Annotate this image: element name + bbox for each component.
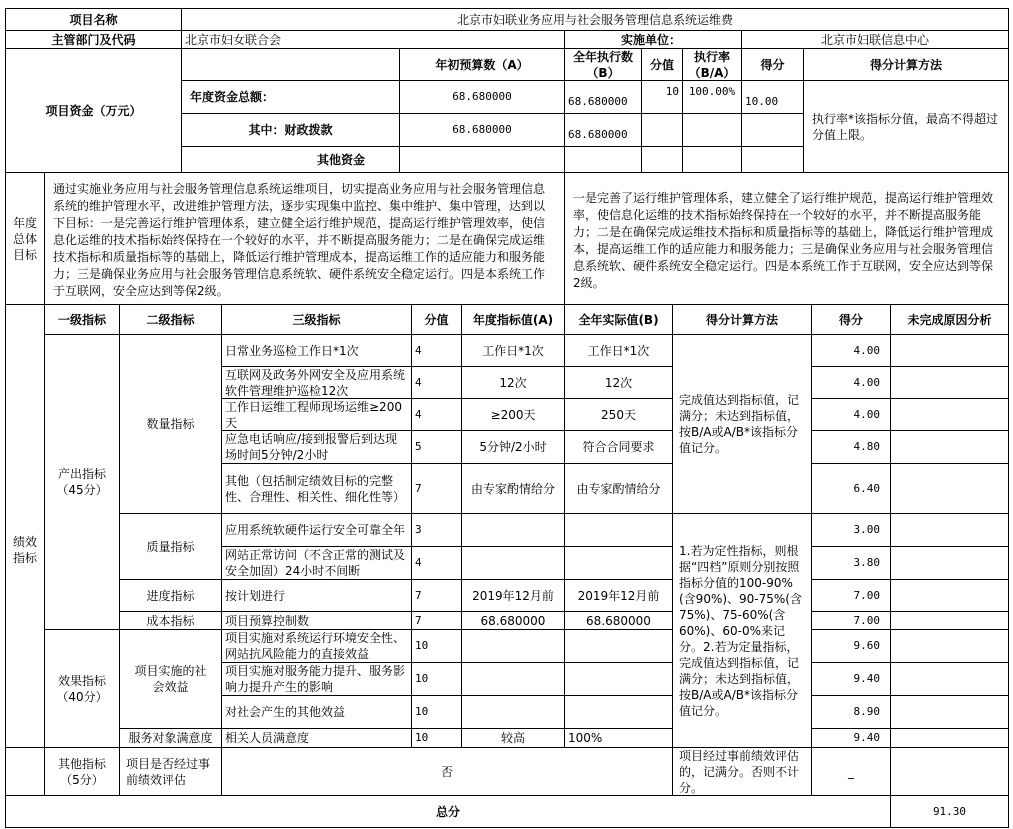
indicator-actual: 2019年12月前 [564,579,673,612]
total-label: 总分 [5,795,891,828]
dept-value: 北京市妇女联合会 [181,30,565,49]
funds-row-label: 年度资金总额： [181,80,400,114]
col-rate: 执行率（B/A） [682,48,742,81]
funds-row-weight [641,113,683,147]
indicator-weight: 4 [411,366,462,399]
indicator-weight: 5 [411,430,462,464]
funds-row-score [741,113,804,147]
goals-label: 年度总体目标 [5,172,45,305]
perf-col-weight: 分值 [411,304,462,335]
indicator-reason [890,728,1009,748]
indicator-l3: 按计划进行 [221,579,412,612]
indicator-reason [890,463,1009,514]
indicator-reason [890,546,1009,580]
method-pre-eval: 项目经过事前绩效评估的，记满分。否则不计分。 [672,747,812,796]
indicator-actual: 100% [564,728,673,748]
indicator-target [461,695,565,729]
indicator-score: 9.40 [811,662,891,696]
funds-row-executed [564,146,642,173]
indicator-l3: 项目预算控制数 [221,611,412,630]
col-weight: 分值 [641,48,683,81]
funds-row-rate [682,113,742,147]
subgroup-satisfaction: 服务对象满意度 [119,728,222,748]
perf-col-target: 年度指标值(A) [461,304,565,335]
indicator-score: 4.00 [811,366,891,399]
indicator-l3: 应急电话响应/接到报警后到达现场时间5分钟/2小时 [221,430,412,464]
funds-row-budget: 68.680000 [399,80,565,114]
indicator-target: 12次 [461,366,565,399]
indicator-weight: 10 [411,629,462,663]
subgroup-quality: 质量指标 [119,513,222,580]
indicator-reason [890,629,1009,663]
indicator-actual [564,662,673,696]
indicator-score: 9.40 [811,728,891,748]
funds-row-budget: 68.680000 [399,113,565,147]
indicator-weight: 4 [411,546,462,580]
indicator-score: 6.40 [811,463,891,514]
pre-eval-value: 否 [221,747,673,796]
impl-label: 实施单位： [564,30,742,49]
indicator-l3: 日常业务巡检工作日*1次 [221,334,412,367]
indicator-score: 9.60 [811,629,891,663]
method-general: 1.若为定性指标，则根据“四档”原则分别按照指标分值的100-90%(含90%)、90-75%(含75%)、75-60%(含60%)、60-0%来记分。2.若为定量指标，完成值达到指标值，记满分；未达到指标值，按B/A或A/B*该指标分值记分。 [672,513,812,748]
pre-eval-reason [890,747,1009,796]
indicator-target: 2019年12月前 [461,579,565,612]
perf-section-label: 绩效指标 [5,304,45,795]
funds-row-label: 其中：财政拨款 [181,113,400,147]
indicator-reason [890,398,1009,431]
indicator-target [461,662,565,696]
indicator-score: 4.80 [811,430,891,464]
indicator-reason [890,513,1009,547]
project-name-label: 项目名称 [5,8,182,31]
indicator-weight: 10 [411,662,462,696]
funds-method: 执行率*该指标分值，最高不得超过分值上限。 [803,80,1009,173]
indicator-actual: 符合合同要求 [564,430,673,464]
indicator-score: 3.80 [811,546,891,580]
indicator-weight: 10 [411,695,462,729]
impl-value: 北京市妇联信息中心 [741,30,1009,49]
indicator-l3: 项目实施对系统运行环境安全性、网站抗风险能力的直接效益 [221,629,412,663]
perf-col-l2: 二级指标 [119,304,222,335]
indicator-target: 68.680000 [461,611,565,630]
indicator-score: 4.00 [811,334,891,367]
goals-actual-text: 一是完善了运行维护管理体系，建立健全了运行维护规范，提高运行维护管理效率，使信息化运维的技术指标始终保持在一个较好的水平，并不断提高服务能力；二是在确保完成运维技术指标和质量指标等的基础上，降低运行维护管理成本，提高运维工作的适应能力和服务能力；三是确保业务应用与社会服务管理信息系统软、硬件系统安全稳定运行。四是本系统工作于互联网，安全应达到等保2级。 [564,172,1009,305]
funds-row-weight [641,146,683,173]
indicator-weight: 4 [411,398,462,431]
indicator-target: 5分钟/2小时 [461,430,565,464]
dept-label: 主管部门及代码 [5,30,182,49]
indicator-l3: 项目实施对服务能力提升、服务影响力提升产生的影响 [221,662,412,696]
indicator-actual: 工作日*1次 [564,334,673,367]
group-other: 其他指标（5分） [44,747,120,796]
indicator-actual: 68.680000 [564,611,673,630]
indicator-target [461,629,565,663]
indicator-actual: 12次 [564,366,673,399]
indicator-actual [564,513,673,547]
indicator-weight: 4 [411,334,462,367]
subgroup-progress: 进度指标 [119,579,222,612]
perf-col-actual: 全年实际值(B) [564,304,673,335]
indicator-score: 7.00 [811,611,891,630]
indicator-l3: 网站正常访问（不含正常的测试及安全加固）24小时不间断 [221,546,412,580]
perf-col-reason: 未完成原因分析 [890,304,1009,335]
indicator-target: ≥200天 [461,398,565,431]
subgroup-pre-eval: 项目是否经过事前绩效评估 [119,747,222,796]
goals-target-text: 通过实施业务应用与社会服务管理信息系统运维项目，切实提高业务应用与社会服务管理信息系统的维护管理水平，改进维护管理方法，逐步实现集中监控、集中维护、集中管理，达到以下目标：一是完善运行维护管理体系，建立健全运行维护规范，提高运行维护管理效率，使信息化运维的技术指标始终保持在一个较好的水平，并不断提高服务能力；二是在确保完成运维技术指标和质量指标等的基础上，降低运行维护管理成本，提高运维工作的适应能力和服务能力；三是确保业务应用与社会服务管理信息系统软、硬件系统安全稳定运行。四是本系统工作于互联网，安全应达到等保2级。 [44,172,565,305]
funds-row-weight: 10 [641,80,683,114]
funds-section-label: 项目资金（万元） [5,48,182,173]
funds-row-rate: 100.00% [682,80,742,114]
indicator-actual [564,629,673,663]
funds-row-label: 其他资金 [181,146,400,173]
indicator-reason [890,611,1009,630]
group-output: 产出指标（45分） [44,334,120,630]
col-method: 得分计算方法 [803,48,1009,81]
indicator-target: 由专家酌情给分 [461,463,565,514]
perf-col-l1: 一级指标 [44,304,120,335]
indicator-target [461,546,565,580]
subgroup-quantity: 数量指标 [119,334,222,514]
funds-row-executed: 68.680000 [564,113,642,147]
indicator-weight: 7 [411,611,462,630]
indicator-target [461,513,565,547]
group-effect: 效果指标（40分） [44,629,120,748]
indicator-score: 7.00 [811,579,891,612]
indicator-l3: 对社会产生的其他效益 [221,695,412,729]
indicator-l3: 其他（包括制定绩效目标的完整性、合理性、相关性、细化性等） [221,463,412,514]
indicator-target: 工作日*1次 [461,334,565,367]
indicator-weight: 7 [411,463,462,514]
pre-eval-score: _ [811,747,891,796]
funds-corner-cell [181,48,400,81]
funds-row-score: 10.00 [741,80,804,114]
perf-col-score: 得分 [811,304,891,335]
indicator-l3: 工作日运维工程师现场运维≥200天 [221,398,412,431]
col-executed: 全年执行数（B） [564,48,642,81]
indicator-actual: 由专家酌情给分 [564,463,673,514]
indicator-l3: 相关人员满意度 [221,728,412,748]
indicator-score: 8.90 [811,695,891,729]
indicator-reason [890,430,1009,464]
method-quantity: 完成值达到指标值，记满分；未达到指标值，按B/A或A/B*该指标分值记分。 [672,334,812,514]
indicator-score: 3.00 [811,513,891,547]
indicator-l3: 应用系统软硬件运行安全可靠全年 [221,513,412,547]
indicator-score: 4.00 [811,398,891,431]
funds-row-budget [399,146,565,173]
col-score: 得分 [741,48,804,81]
other-blank [5,747,45,796]
indicator-weight: 7 [411,579,462,612]
total-value: 91.30 [890,795,1009,828]
col-budget: 年初预算数（A） [399,48,565,81]
indicator-actual: 250天 [564,398,673,431]
indicator-reason [890,334,1009,367]
project-name-value: 北京市妇联业务应用与社会服务管理信息系统运维费 [181,8,1009,31]
indicator-actual [564,546,673,580]
indicator-target: 较高 [461,728,565,748]
indicator-l3: 互联网及政务外网安全及应用系统软件管理维护巡检12次 [221,366,412,399]
funds-row-executed: 68.680000 [564,80,642,114]
perf-col-method: 得分计算方法 [672,304,812,335]
indicator-reason [890,579,1009,612]
indicator-actual [564,695,673,729]
indicator-weight: 3 [411,513,462,547]
funds-row-score [741,146,804,173]
indicator-reason [890,662,1009,696]
subgroup-social: 项目实施的社会效益 [119,629,222,729]
indicator-weight: 10 [411,728,462,748]
subgroup-cost: 成本指标 [119,611,222,630]
perf-col-l3: 三级指标 [221,304,412,335]
indicator-reason [890,695,1009,729]
funds-row-rate [682,146,742,173]
indicator-reason [890,366,1009,399]
